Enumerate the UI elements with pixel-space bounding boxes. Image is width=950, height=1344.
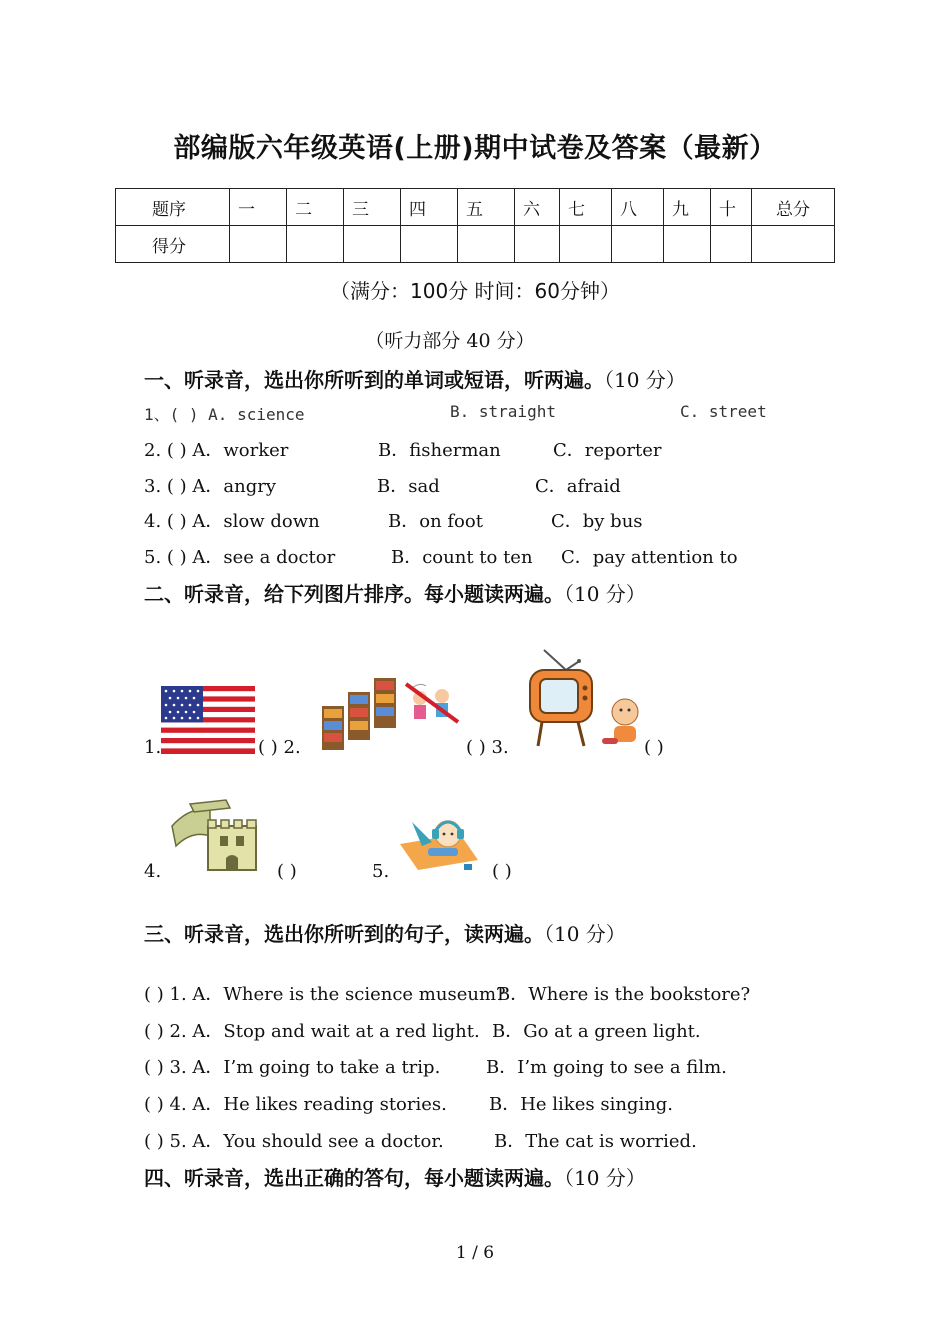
question-number: 3. ( ) A． <box>144 476 224 497</box>
score-cell[interactable] <box>344 226 401 263</box>
s3-q1-b: B．Where is the bookstore? <box>497 984 751 1005</box>
s2-n4: 4. <box>144 861 162 882</box>
s1-q5-b: B．count to ten <box>391 547 533 568</box>
header-cell: 四 <box>401 189 458 226</box>
s3-q5-a: ( ) 5. A．You should see a doctor. <box>144 1131 444 1152</box>
score-cell[interactable] <box>230 226 287 263</box>
score-header-row <box>116 189 835 226</box>
section2-points: （10 分） <box>564 582 646 606</box>
score-cell[interactable] <box>711 226 752 263</box>
s2-blank-5: ( ) <box>492 861 512 882</box>
question-number: 4. ( ) A． <box>144 511 224 532</box>
s2-n1: 1. <box>144 737 162 758</box>
s1-q1-a: 1、( ) A. science <box>144 405 305 424</box>
s2-blank-2: ( ) 3. <box>466 737 509 758</box>
s1-q2-b: B．fisherman <box>378 440 501 461</box>
option-a: see a doctor <box>223 547 336 568</box>
great-wall-icon <box>170 796 260 876</box>
tv-watching-icon <box>526 646 646 754</box>
option-a: angry <box>223 476 277 497</box>
question-number: 2. ( ) A． <box>144 440 224 461</box>
score-cell[interactable] <box>287 226 344 263</box>
score-cell[interactable] <box>560 226 612 263</box>
s2-blank-4: ( ) <box>277 861 297 882</box>
s1-q2-c: C．reporter <box>553 440 662 461</box>
s1-q3 <box>144 472 276 498</box>
score-value-row <box>116 226 835 263</box>
option-a: slow down <box>223 511 320 532</box>
header-cell: 八 <box>612 189 664 226</box>
section1-title: 一、听录音，选出你所听到的单词或短语，听两遍。 <box>144 368 604 392</box>
s2-blank-1: ( ) 2. <box>258 737 301 758</box>
section1-points: （10 分） <box>604 368 686 392</box>
s1-q4-b: B．on foot <box>388 511 483 532</box>
header-cell: 题序 <box>116 189 230 226</box>
row-label-cell: 得分 <box>116 226 230 263</box>
score-cell[interactable] <box>752 226 835 263</box>
header-cell: 总分 <box>752 189 835 226</box>
score-cell[interactable] <box>401 226 458 263</box>
exam-info: （满分：100分 时间：60分钟） <box>330 279 620 303</box>
section4-points: （10 分） <box>564 1166 646 1190</box>
s3-q2-a: ( ) 2. A．Stop and wait at a red light. <box>144 1021 480 1042</box>
listening-note: （听力部分 40 分） <box>365 330 535 352</box>
option-a: worker <box>223 440 289 461</box>
header-cell: 七 <box>560 189 612 226</box>
s1-q3-c: C．afraid <box>535 476 621 497</box>
section4-heading <box>144 1162 646 1191</box>
s1-q3-b: B．sad <box>377 476 440 497</box>
s3-q5-b: B．The cat is worried. <box>494 1131 697 1152</box>
s3-q2-b: B．Go at a green light. <box>492 1021 701 1042</box>
s3-q3-b: B．I’m going to see a film. <box>486 1057 727 1078</box>
header-cell: 一 <box>230 189 287 226</box>
s1-q1-c: C. street <box>680 402 767 421</box>
s1-q5-c: C．pay attention to <box>561 547 738 568</box>
s3-q4-a: ( ) 4. A．He likes reading stories. <box>144 1094 447 1115</box>
header-cell: 九 <box>664 189 711 226</box>
header-cell: 二 <box>287 189 344 226</box>
listening-music-icon <box>398 812 482 874</box>
s3-q3-a: ( ) 3. A．I’m going to take a trip. <box>144 1057 441 1078</box>
section3-title: 三、听录音，选出你所听到的句子，读两遍。 <box>144 922 544 946</box>
score-cell[interactable] <box>458 226 515 263</box>
s1-q1-b: B. straight <box>450 402 556 421</box>
score-cell[interactable] <box>515 226 560 263</box>
score-table <box>115 188 835 263</box>
usa-flag-icon <box>161 686 255 754</box>
header-cell: 六 <box>515 189 560 226</box>
section3-points: （10 分） <box>544 922 626 946</box>
section1-heading <box>144 364 686 393</box>
library-no-talking-icon <box>320 672 462 752</box>
page-number: 1 / 6 <box>455 1243 495 1263</box>
section4-title: 四、听录音，选出正确的答句，每小题读两遍。 <box>144 1166 564 1190</box>
section2-title: 二、听录音，给下列图片排序。每小题读两遍。 <box>144 582 564 606</box>
s1-q5 <box>144 543 335 569</box>
s2-blank-3: ( ) <box>644 737 664 758</box>
s3-q4-b: B．He likes singing. <box>489 1094 674 1115</box>
s1-q4 <box>144 507 320 533</box>
header-cell: 三 <box>344 189 401 226</box>
section2-heading <box>144 578 646 607</box>
header-cell: 十 <box>711 189 752 226</box>
question-number: 5. ( ) A． <box>144 547 224 568</box>
s3-q1-a: ( ) 1. A．Where is the science museum? <box>144 984 506 1005</box>
page-title: 部编版六年级英语(上册)期中试卷及答案（最新） <box>173 133 777 164</box>
s2-n5: 5. <box>372 861 390 882</box>
section3-heading <box>144 918 626 947</box>
score-cell[interactable] <box>612 226 664 263</box>
s1-q4-c: C．by bus <box>551 511 643 532</box>
header-cell: 五 <box>458 189 515 226</box>
score-cell[interactable] <box>664 226 711 263</box>
s1-q2 <box>144 436 288 462</box>
